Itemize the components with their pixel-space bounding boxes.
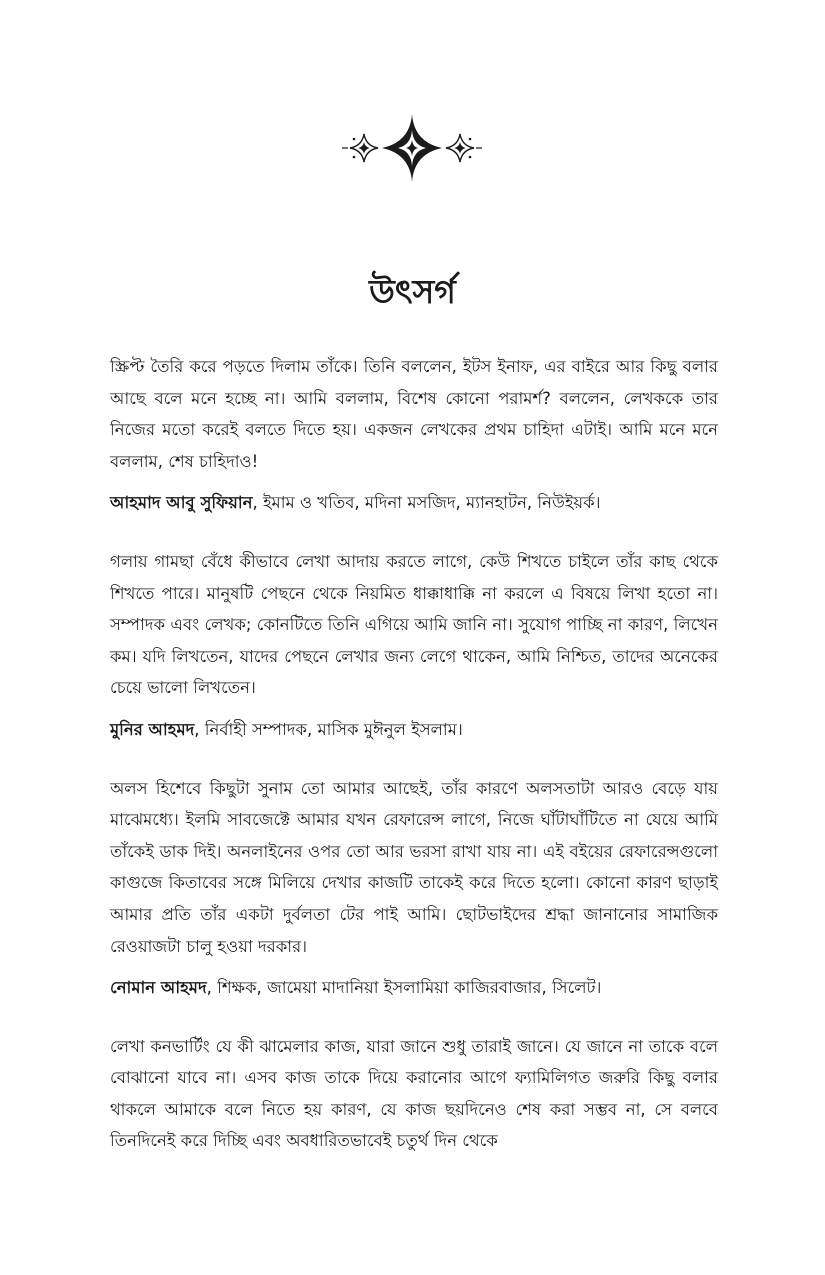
dedication-paragraph-1: স্ক্রিপ্ট তৈরি করে পড়তে দিলাম তাঁকে। তিনি বললেন, ইটস ইনাফ, এর বাইরে আর কিছু বলার আছে বলে মনে হচ্ছে না। আমি বললাম, বিশেষ কোনো পরামর্শ? বললেন, লেখককে তার নিজের মতো করেই বলতে দিতে হয়। একজন লেখকের প্রথম চাহিদা এটাই। আমি মনে মনে বললাম, শেষ চাহিদাও! [110, 357, 718, 471]
attribution-name: আহমাদ আবু সুফিয়ান [110, 493, 253, 513]
dedication-paragraph-3: অলস হিশেবে কিছুটা সুনাম তো আমার আছেই, তাঁর কারণে অলসতাটা আরও বেড়ে যায় মাঝেমধ্যে। ইলমি সাবজেক্টে আমার যখন রেফারেন্স লাগে, নিজে ঘাঁটাঘাঁটিতে না যেয়ে আমি তাঁকেই ডাক দিই। অনলাইনের ওপর তো আর ভরসা রাখা যায় না। এই বইয়ের রেফারেন্সগুলো কাগুজে কিতাবের সঙ্গে মিলিয়ে দেখার কাজটি তাকেই করে দিতে হলো। কোনো কারণ ছাড়াই আমার প্রতি তাঁর একটা দুর্বলতা টের পাই আমি। ছোটভাইদের শ্রদ্ধা জানানোর সামাজিক রেওয়াজটা চালু হওয়া দরকার। [110, 778, 718, 956]
dedication-attribution-2 [110, 714, 718, 746]
dedication-body [110, 351, 718, 1157]
attribution-name: নোমান আহমদ [110, 978, 207, 998]
page-title: উৎসর্গ [369, 272, 456, 311]
dedication-attribution-1 [110, 487, 718, 519]
dedication-attribution-3 [110, 972, 718, 1004]
dedication-paragraph-4: লেখা কনভার্টিং যে কী ঝামেলার কাজ, যারা জানে শুধু তারাই জানে। যে জানে না তাকে বলে বোঝানো যাবে না। এসব কাজ তাকে দিয়ে করানোর আগে ফ্যামিলিগত জরুরি কিছু বলার থাকলে আমাকে বলে নিতে হয় কারণ, যে কাজ ছয়দিনেও শেষ করা সম্ভব না, সে বলবে তিনদিনেই করে দিচ্ছি এবং অবধারিতভাবেই চতুর্থ দিন থেকে [110, 1036, 718, 1151]
attribution-name: মুনির আহমদ [110, 719, 195, 739]
sparkle-diamonds-icon [342, 112, 482, 184]
attribution-role: , নির্বাহী সম্পাদক, মাসিক মুঈনুল ইসলাম। [194, 719, 463, 739]
dedication-paragraph-2: গলায় গামছা বেঁধে কীভাবে লেখা আদায় করতে লাগে, কেউ শিখতে চাইলে তাঁর কাছ থেকে শিখতে পারে। মানুষটি পেছনে থেকে নিয়মিত ধাক্কাধাক্কি না করলে এ বিষয়ে লিখা হতো না। সম্পাদক এবং লেখক; কোনটিতে তিনি এগিয়ে আমি জানি না। সুযোগ পাচ্ছি না কারণ, লিখেন কম। যদি লিখতেন, যাদের পেছনে লেখার জন্য লেগে থাকেন, আমি নিশ্চিত, তাদের অনেকের চেয়ে ভালো লিখতেন। [110, 551, 718, 698]
attribution-role: , শিক্ষক, জামেয়া মাদানিয়া ইসলামিয়া কাজিরবাজার, সিলেট। [206, 978, 602, 998]
attribution-role: , ইমাম ও খতিব, মদিনা মসজিদ, ম্যানহাটন, নিউইয়র্ক। [252, 493, 601, 513]
